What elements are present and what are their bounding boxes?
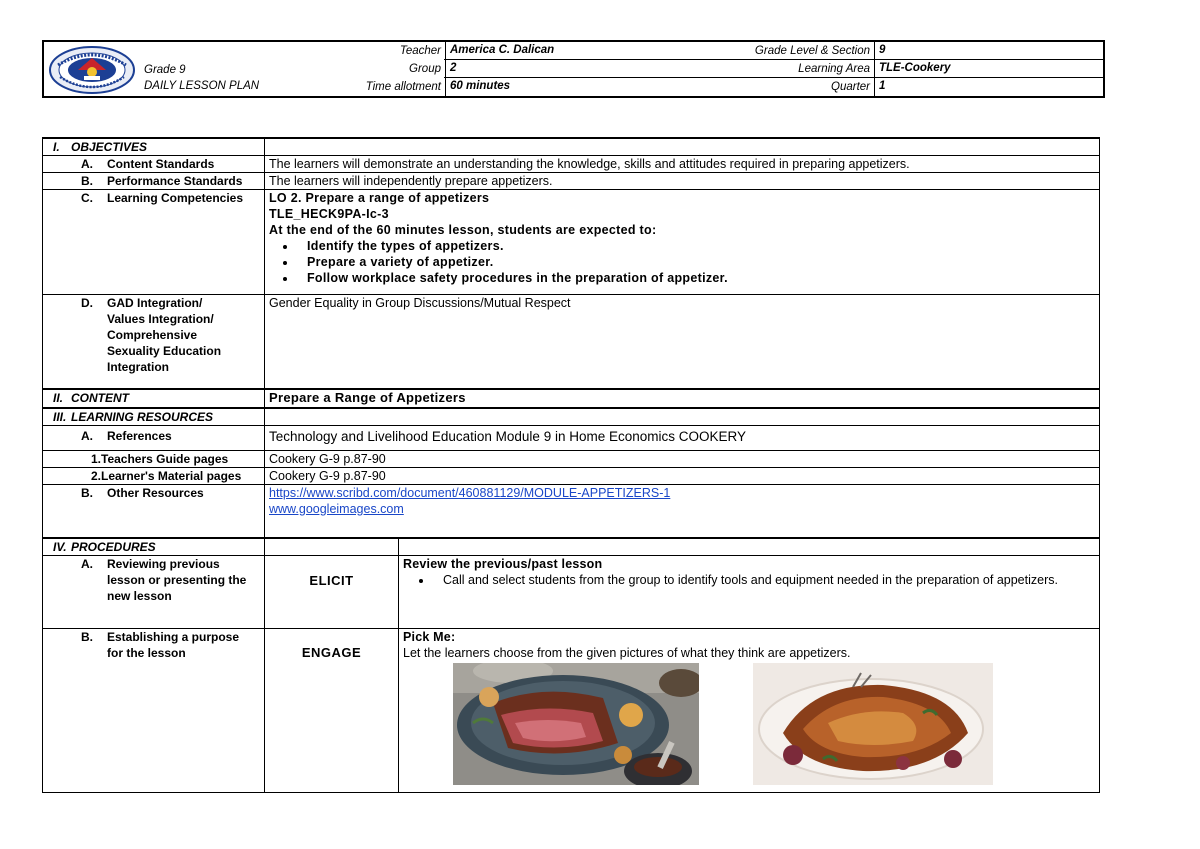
list-item: • Follow workplace safety procedures in the preparation of appetizer. [297, 270, 1095, 286]
procedure-a-bullets [403, 572, 1095, 588]
lesson-plan-table [42, 137, 1100, 793]
quarter-label: Quarter [831, 81, 870, 93]
teachers-guide-value: Cookery G-9 p.87-90 [265, 450, 1100, 467]
other-resources-letter: B. [81, 485, 93, 500]
quarter-value: 1 [874, 78, 1103, 96]
teacher-label: Teacher [399, 45, 441, 57]
gad-row [43, 295, 1100, 389]
learning-area-label: Learning Area [798, 63, 870, 75]
grade-line: Grade 9 [144, 64, 186, 76]
resources-row [43, 408, 1100, 426]
gad-label-line: Sexuality Education [107, 344, 222, 358]
teachers-guide-label: 1.Teachers Guide pages [43, 450, 265, 467]
procedure-a-letter: A. [81, 557, 93, 571]
engage-phase: ENGAGE [265, 629, 399, 793]
references-label: References [107, 428, 172, 443]
procedure-a-heading: Review the previous/past lesson [403, 557, 603, 571]
other-resources-row [43, 484, 1100, 538]
procedure-a-label-line: new lesson [107, 589, 172, 603]
learners-material-row [43, 467, 1100, 484]
references-letter: A. [81, 428, 93, 443]
grade-section-value: 9 [874, 42, 1103, 59]
references-value: Technology and Livelihood Education Module 9 in Home Economics COOKERY [265, 425, 1100, 450]
lc-line-1: LO 2. Prepare a range of appetizers [269, 191, 490, 205]
teachers-guide-row [43, 450, 1100, 467]
procedure-b-heading: Pick Me: [403, 630, 456, 644]
google-images-link[interactable]: www.googleimages.com [269, 501, 404, 516]
lesson-plan-header [42, 40, 1105, 98]
procedures-title: PROCEDURES [71, 540, 156, 554]
roast-beef-platter-image[interactable] [453, 663, 699, 785]
objectives-numeral: I. [53, 140, 60, 154]
resources-numeral: III. [53, 409, 67, 424]
time-allotment-label: Time allotment [365, 81, 441, 93]
group-label: Group [409, 63, 441, 75]
gad-label-line: Comprehensive [107, 328, 198, 342]
procedure-b-label-line: Establishing a purpose [107, 630, 240, 644]
other-resources-label: Other Resources [107, 485, 204, 500]
procedure-b-letter: B. [81, 630, 93, 644]
procedure-b-text: Let the learners choose from the given pictures of what they think are appetizers. [403, 646, 851, 660]
learning-competencies-cell [265, 190, 1100, 295]
gad-label-line: GAD Integration/ [107, 296, 203, 310]
gad-label-line: Values Integration/ [107, 312, 214, 326]
content-standards-row [43, 156, 1100, 173]
procedure-a-label [107, 556, 246, 604]
content-standards-value: The learners will demonstrate an understanding the knowledge, skills and attitudes required in preparing appetizers. [265, 156, 1100, 173]
procedures-numeral: IV. [53, 540, 67, 554]
learners-material-label: 2.Learner's Material pages [43, 467, 265, 484]
learning-competencies-letter: C. [81, 191, 93, 205]
list-item: • Prepare a variety of appetizer. [297, 254, 1095, 270]
gad-label-line: Integration [107, 360, 169, 374]
gad-label [107, 295, 221, 375]
teacher-value: America C. Dalican [445, 42, 732, 59]
procedure-b-label [107, 629, 239, 661]
deped-seal-icon [48, 45, 136, 95]
gad-value: Gender Equality in Group Discussions/Mutual Respect [265, 295, 1100, 389]
list-item: • Call and select students from the group to identify tools and equipment needed in the preparation of appetizers. [433, 572, 1095, 588]
objectives-title: OBJECTIVES [71, 140, 148, 154]
content-value: Prepare a Range of Appetizers [265, 389, 1100, 408]
content-standards-letter: A. [81, 157, 93, 171]
performance-standards-letter: B. [81, 174, 93, 188]
procedure-a-row [43, 556, 1100, 629]
list-item: • Identify the types of appetizers. [297, 238, 1095, 254]
procedure-b-row [43, 629, 1100, 793]
objectives-row [43, 138, 1100, 156]
references-row [43, 425, 1100, 450]
scribd-link[interactable]: https://www.scribd.com/document/460881129/MODULE-APPETIZERS-1 [269, 485, 671, 500]
procedures-row [43, 538, 1100, 556]
learners-material-value: Cookery G-9 p.87-90 [265, 467, 1100, 484]
performance-standards-value: The learners will independently prepare appetizers. [265, 173, 1100, 190]
grade-section-label: Grade Level & Section [754, 45, 870, 57]
learning-competencies-row [43, 190, 1100, 295]
time-allotment-value: 60 minutes [445, 78, 732, 96]
procedure-b-label-line: for the lesson [107, 646, 186, 660]
learning-competencies-label: Learning Competencies [107, 191, 244, 205]
gad-letter: D. [81, 296, 93, 310]
performance-standards-label: Performance Standards [107, 174, 243, 188]
content-standards-label: Content Standards [107, 157, 215, 171]
procedure-a-label-line: Reviewing previous [107, 557, 220, 571]
procedure-a-label-line: lesson or presenting the [107, 573, 247, 587]
content-row [43, 389, 1100, 408]
objectives-title-cell [43, 138, 265, 156]
plan-title: DAILY LESSON PLAN [144, 80, 260, 92]
lc-code: TLE_HECK9PA-Ic-3 [269, 207, 389, 221]
lc-bullet-list [269, 238, 1095, 286]
elicit-phase: ELICIT [265, 556, 399, 629]
performance-standards-row [43, 173, 1100, 190]
lc-intro: At the end of the 60 minutes lesson, students are expected to: [269, 223, 657, 237]
content-numeral: II. [53, 390, 64, 405]
resources-title: LEARNING RESOURCES [71, 409, 214, 424]
content-title: CONTENT [71, 390, 129, 405]
group-value: 2 [445, 60, 732, 77]
learning-area-value: TLE-Cookery [874, 60, 1103, 77]
roast-chicken-image[interactable] [753, 663, 993, 785]
